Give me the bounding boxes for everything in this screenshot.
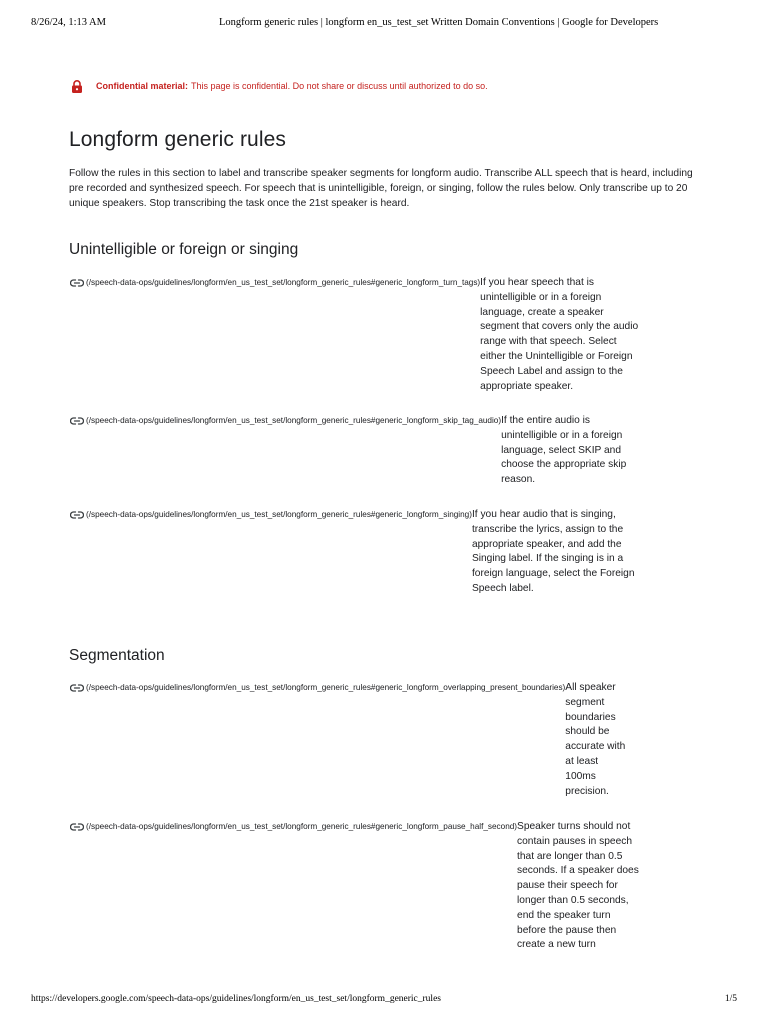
- confidential-label: Confidential material:: [96, 81, 189, 91]
- rule-text: If you hear audio that is singing, transcribe the lyrics, assign to the appropriate speaker, and add the Singing label. If the singing is in a foreign language, select the Foreign Speech label.: [471, 509, 635, 594]
- anchor-link[interactable]: (/speech-data-ops/guidelines/longform/en_us_test_set/longform_generic_rules#generic_longform_skip_tag_audio): [86, 416, 502, 425]
- rule-row: [70, 508, 642, 597]
- anchor-link[interactable]: (/speech-data-ops/guidelines/longform/en_us_test_set/longform_generic_rules#generic_longform_pause_half_second): [86, 822, 518, 831]
- print-page-number: 1/5: [724, 994, 737, 1004]
- print-header: [0, 17, 768, 31]
- link-icon[interactable]: [70, 822, 84, 832]
- anchor-link[interactable]: (/speech-data-ops/guidelines/longform/en_us_test_set/longform_generic_rules#generic_longform_overlapping_present_boundaries): [86, 683, 566, 692]
- link-icon[interactable]: [70, 278, 84, 288]
- confidential-banner: [71, 78, 488, 94]
- print-url: https://developers.google.com/speech-data-ops/guidelines/longform/en_us_test_set/longform_generic_rules: [31, 994, 441, 1004]
- rule-row: [70, 820, 639, 953]
- rule-row: [70, 681, 631, 799]
- section-heading-segmentation: Segmentation: [69, 647, 165, 664]
- section-heading-unintelligible: Unintelligible or foreign or singing: [69, 241, 299, 258]
- anchor-link[interactable]: (/speech-data-ops/guidelines/longform/en_us_test_set/longform_generic_rules#generic_longform_singing): [86, 510, 472, 519]
- confidential-text: This page is confidential. Do not share or discuss until authorized to do so.: [191, 81, 488, 91]
- link-icon[interactable]: [70, 416, 84, 426]
- rule-text: If you hear speech that is unintelligible or in a foreign language, create a speaker segment that covers only the audio range with that speech. Select either the Unintelligible or Foreign Speech Label and assign to the appropriate speaker.: [480, 277, 639, 392]
- print-page-title: Longform generic rules | longform en_us_test_set Written Domain Conventions | Google for Developers: [219, 17, 659, 28]
- link-icon[interactable]: [70, 510, 84, 520]
- rule-text: Speaker turns should not contain pauses in speech that are longer than 0.5 seconds. If a speaker does pause their speech for longer than 0.5 seconds, end the speaker turn before the pause then create a new turn: [517, 821, 639, 951]
- page-title: Longform generic rules: [69, 128, 286, 151]
- print-date: 8/26/24, 1:13 AM: [31, 17, 106, 28]
- anchor-link[interactable]: (/speech-data-ops/guidelines/longform/en_us_test_set/longform_generic_rules#generic_longform_turn_tags): [86, 278, 481, 287]
- rule-row: [70, 414, 635, 488]
- print-footer: [0, 994, 768, 1008]
- rule-row: [70, 276, 638, 394]
- rule-text: If the entire audio is unintelligible or in a foreign language, select SKIP and choose the appropriate skip reason.: [501, 415, 627, 486]
- lock-icon: [71, 80, 83, 93]
- link-icon[interactable]: [70, 683, 84, 693]
- intro-paragraph: Follow the rules in this section to label and transcribe speaker segments for longform audio. Transcribe ALL speech that is heard, including pre recorded and synthesized speech. For speech that is unintelligible, foreign, or singing, follow the rules below. Only transcribe up to 20 unique speakers. Stop transcribing the task once the 21st speaker is heard.: [69, 168, 693, 209]
- rule-text: All speaker segment boundaries should be accurate with at least 100ms precision.: [565, 682, 626, 797]
